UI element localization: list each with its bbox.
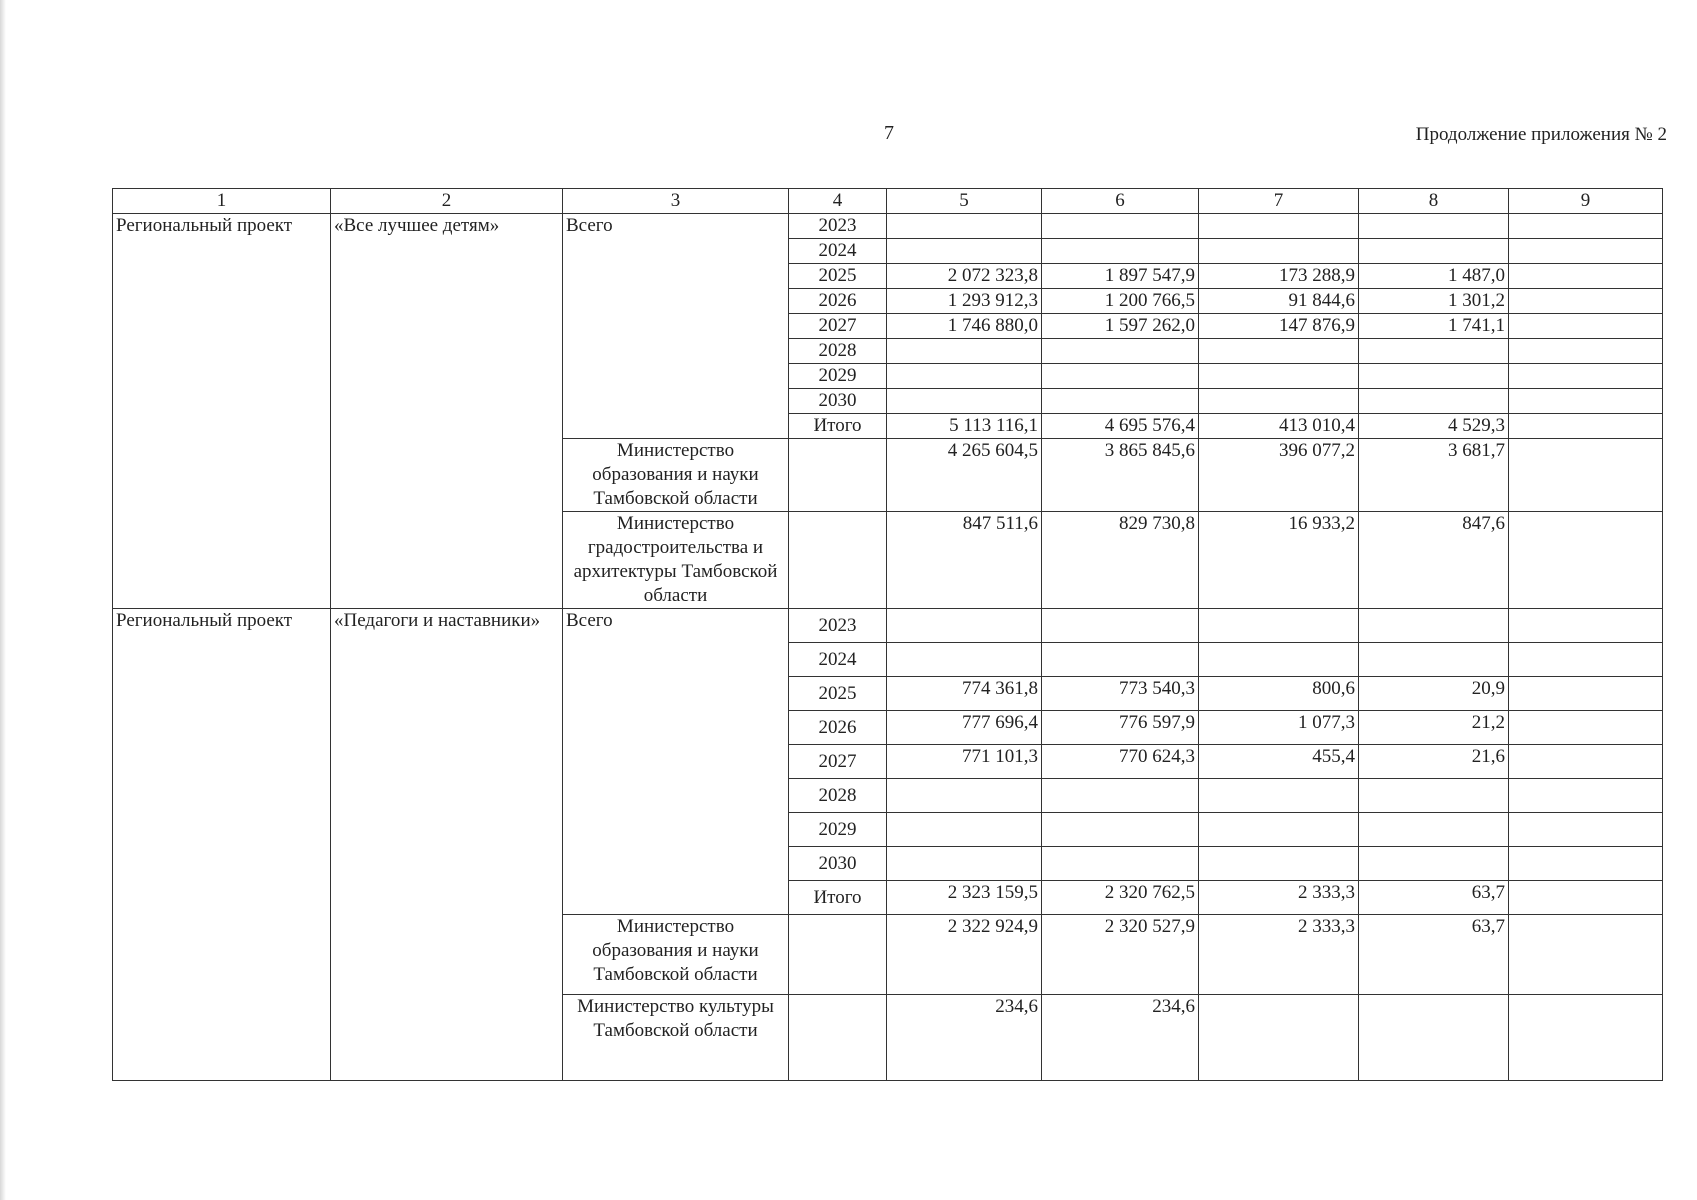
value-cell: 1 301,2 [1359,289,1509,314]
value-cell [1509,414,1663,439]
year-cell: 2030 [789,389,887,414]
value-cell: 1 293 912,3 [887,289,1042,314]
column-header: 6 [1042,189,1199,214]
value-cell [1199,847,1359,881]
value-cell: 173 288,9 [1199,264,1359,289]
value-cell: 455,4 [1199,745,1359,779]
org-name-cell: Министерство градостроительства и архитектуры Тамбовской области [563,512,789,609]
year-cell: 2027 [789,745,887,779]
value-cell [1199,643,1359,677]
value-cell [1199,389,1359,414]
value-cell [1199,364,1359,389]
year-cell: 2023 [789,609,887,643]
column-header: 8 [1359,189,1509,214]
value-cell [1042,847,1199,881]
year-cell: 2026 [789,289,887,314]
value-cell: 413 010,4 [1199,414,1359,439]
value-cell [1509,779,1663,813]
value-cell: 776 597,9 [1042,711,1199,745]
value-cell [1509,677,1663,711]
value-cell: 2 323 159,5 [887,881,1042,915]
table-body [113,214,1663,1081]
value-cell [1042,214,1199,239]
value-cell [1042,813,1199,847]
year-cell: 2025 [789,264,887,289]
value-cell [1359,847,1509,881]
value-cell [887,643,1042,677]
value-cell: 771 101,3 [887,745,1042,779]
value-cell [1509,847,1663,881]
year-cell: Итого [789,881,887,915]
value-cell [1359,779,1509,813]
total-label-cell: Всего [563,609,789,915]
value-cell [1509,264,1663,289]
empty-year-cell [789,512,887,609]
org-name-cell: Министерство образования и науки Тамбовской области [563,915,789,995]
value-cell [1509,643,1663,677]
project-name-cell: «Педагоги и наставники» [331,609,563,1081]
value-cell [1199,609,1359,643]
scan-edge-shadow [0,0,6,1200]
continuation-heading: Продолжение приложения № 2 [1415,124,1667,145]
value-cell [1359,813,1509,847]
year-cell: 2024 [789,643,887,677]
value-cell [887,239,1042,264]
value-cell [887,779,1042,813]
value-cell [887,813,1042,847]
value-cell [1509,995,1663,1081]
budget-table [112,188,1663,1081]
value-cell: 829 730,8 [1042,512,1199,609]
value-cell: 4 695 576,4 [1042,414,1199,439]
year-cell: 2023 [789,214,887,239]
value-cell [1509,439,1663,512]
value-cell: 4 265 604,5 [887,439,1042,512]
value-cell [1042,339,1199,364]
value-cell [1509,314,1663,339]
value-cell [1509,711,1663,745]
value-cell [1509,745,1663,779]
value-cell: 63,7 [1359,915,1509,995]
value-cell: 234,6 [887,995,1042,1081]
value-cell: 1 200 766,5 [1042,289,1199,314]
year-cell: Итого [789,414,887,439]
value-cell: 2 320 762,5 [1042,881,1199,915]
value-cell: 2 072 323,8 [887,264,1042,289]
value-cell [1199,339,1359,364]
page-number: 7 [884,122,894,144]
value-cell: 16 933,2 [1199,512,1359,609]
value-cell [1042,779,1199,813]
table-row [113,214,1663,239]
value-cell [887,609,1042,643]
year-cell: 2028 [789,339,887,364]
value-cell: 2 322 924,9 [887,915,1042,995]
value-cell [1199,239,1359,264]
value-cell: 773 540,3 [1042,677,1199,711]
project-type-cell: Региональный проект [113,609,331,1081]
column-header: 7 [1199,189,1359,214]
value-cell: 1 897 547,9 [1042,264,1199,289]
org-name-cell: Министерство культуры Тамбовской области [563,995,789,1081]
value-cell [1359,389,1509,414]
column-header: 5 [887,189,1042,214]
column-number-row [113,189,1663,214]
value-cell: 147 876,9 [1199,314,1359,339]
value-cell [1509,915,1663,995]
value-cell [1199,214,1359,239]
value-cell: 1 487,0 [1359,264,1509,289]
column-header: 2 [331,189,563,214]
value-cell: 847,6 [1359,512,1509,609]
value-cell: 1 077,3 [1199,711,1359,745]
value-cell: 800,6 [1199,677,1359,711]
value-cell [1199,813,1359,847]
value-cell [1509,389,1663,414]
value-cell [1359,239,1509,264]
project-name-cell: «Все лучшее детям» [331,214,563,609]
value-cell [1359,609,1509,643]
value-cell [1509,339,1663,364]
year-cell: 2030 [789,847,887,881]
org-name-cell: Министерство образования и науки Тамбовской области [563,439,789,512]
value-cell [1509,813,1663,847]
value-cell: 1 741,1 [1359,314,1509,339]
value-cell: 3 865 845,6 [1042,439,1199,512]
value-cell [1509,881,1663,915]
value-cell: 2 333,3 [1199,881,1359,915]
value-cell: 21,6 [1359,745,1509,779]
value-cell: 847 511,6 [887,512,1042,609]
value-cell [1359,214,1509,239]
value-cell [1359,339,1509,364]
value-cell [887,214,1042,239]
value-cell [887,364,1042,389]
value-cell [887,847,1042,881]
value-cell [1042,364,1199,389]
value-cell [1509,512,1663,609]
year-cell: 2025 [789,677,887,711]
table-row [113,609,1663,643]
value-cell [1359,643,1509,677]
total-label-cell: Всего [563,214,789,439]
value-cell: 5 113 116,1 [887,414,1042,439]
empty-year-cell [789,915,887,995]
value-cell [1042,239,1199,264]
value-cell [887,389,1042,414]
value-cell: 770 624,3 [1042,745,1199,779]
year-cell: 2029 [789,364,887,389]
value-cell: 63,7 [1359,881,1509,915]
value-cell [1359,995,1509,1081]
project-type-cell: Региональный проект [113,214,331,609]
year-cell: 2024 [789,239,887,264]
value-cell [887,339,1042,364]
year-cell: 2027 [789,314,887,339]
value-cell: 234,6 [1042,995,1199,1081]
value-cell [1042,389,1199,414]
value-cell: 1 597 262,0 [1042,314,1199,339]
value-cell [1199,995,1359,1081]
value-cell: 4 529,3 [1359,414,1509,439]
value-cell [1199,779,1359,813]
value-cell: 2 320 527,9 [1042,915,1199,995]
year-cell: 2028 [789,779,887,813]
value-cell [1509,609,1663,643]
column-header: 4 [789,189,887,214]
year-cell: 2029 [789,813,887,847]
value-cell: 1 746 880,0 [887,314,1042,339]
value-cell [1509,214,1663,239]
value-cell: 774 361,8 [887,677,1042,711]
value-cell [1509,289,1663,314]
value-cell: 396 077,2 [1199,439,1359,512]
value-cell: 20,9 [1359,677,1509,711]
empty-year-cell [789,439,887,512]
value-cell [1509,239,1663,264]
empty-year-cell [789,995,887,1081]
column-header: 1 [113,189,331,214]
value-cell: 21,2 [1359,711,1509,745]
value-cell: 777 696,4 [887,711,1042,745]
value-cell: 2 333,3 [1199,915,1359,995]
value-cell: 91 844,6 [1199,289,1359,314]
column-header: 9 [1509,189,1663,214]
year-cell: 2026 [789,711,887,745]
value-cell [1042,609,1199,643]
column-header: 3 [563,189,789,214]
value-cell: 3 681,7 [1359,439,1509,512]
value-cell [1509,364,1663,389]
value-cell [1359,364,1509,389]
value-cell [1042,643,1199,677]
